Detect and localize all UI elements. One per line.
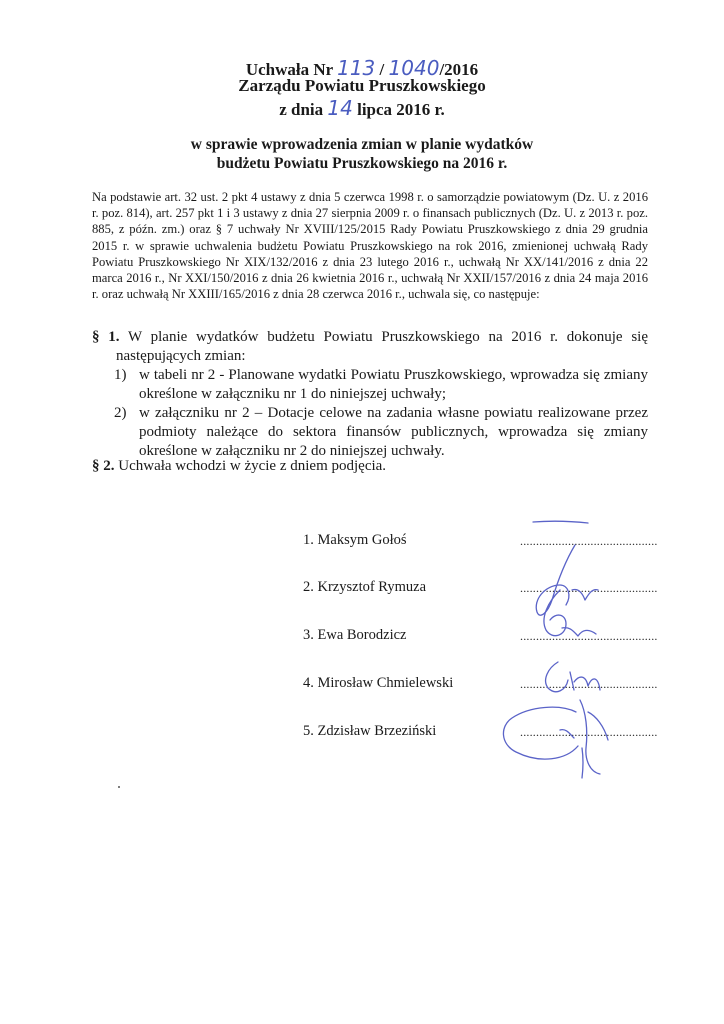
signature-line: ........................................... [520, 725, 658, 739]
section-1-mark: § 1. [92, 329, 120, 345]
signature-line: ........................................... [520, 629, 658, 643]
signature-line: ........................................... [520, 677, 658, 691]
signature-5-tail [582, 748, 583, 778]
handwritten-number-2: 1040 [388, 56, 440, 80]
date-prefix: z dnia [279, 100, 324, 119]
list-item-text: w załączniku nr 2 – Dotacje celowe na zadania własne powiatu realizowane przez podmioty należące do sektora finansów publicznych, wprowadza się zmiany określone w załączniku nr 2 do niniejszej uchwały. [139, 405, 648, 459]
scan-speck [118, 786, 120, 788]
signatory-name: 1. Maksym Gołoś [303, 532, 407, 548]
signature-2-stroke [536, 545, 598, 615]
legal-basis-paragraph: Na podstawie art. 32 ust. 2 pkt 4 ustawy z dnia 5 czerwca 1998 r. o samorządzie powiatowym (Dz. U. z 2016 r. poz. 814), art. 257 pkt 1 i 3 ustawy z dnia 27 sierpnia 2009 r. o finansach publicznych (Dz. U. z 2013 r. poz. 885, z późn. zm.) oraz § 7 uchwały Nr XVIII/125/2015 Rady Powiatu Pruszkowskiego z dnia 29 grudnia 2015 r. w sprawie uchwalenia budżetu Powiatu Pruszkowskiego na rok 2016, zmienionej uchwałą Rady Powiatu Pruszkowskiego Nr XIX/132/2016 z dnia 23 lutego 2016 r., uchwałą Nr XX/141/2016 z dnia 22 marca 2016 r., Nr XXI/150/2016 z dnia 26 kwietnia 2016 r., uchwałą Nr XXII/157/2016 z dnia 24 maja 2016 r. oraz uchwałą Nr XXIII/165/2016 z dnia 28 czerwca 2016 r., uchwala się, co następuje: [92, 190, 648, 302]
handwritten-number-1: 113 [337, 56, 376, 80]
section-1-text: W planie wydatków budżetu Powiatu Pruszkowskiego na 2016 r. dokonuje się następujących zmian: [116, 329, 649, 364]
signatory-name: 4. Mirosław Chmielewski [303, 675, 454, 691]
list-item-text: w tabeli nr 2 - Planowane wydatki Powiatu Pruszkowskiego, wprowadza się zmiany określone w załączniku nr 1 do niniejszej uchwały; [139, 367, 648, 402]
resolution-year: /2016 [439, 60, 479, 79]
signatory-name: 2. Krzysztof Rymuza [303, 579, 427, 595]
signature-3-stroke [544, 590, 596, 636]
number-separator: / [379, 60, 385, 79]
subject-line-2: budżetu Powiatu Pruszkowskiego na 2016 r. [216, 155, 508, 172]
issuing-body: Zarządu Powiatu Pruszkowskiego [238, 76, 486, 95]
signature-4-stroke [546, 662, 600, 692]
resolution-prefix: Uchwała Nr [245, 60, 333, 79]
handwritten-day: 14 [327, 96, 353, 120]
signature-line: ........................................... [520, 581, 658, 595]
signatory-name: 5. Zdzisław Brzeziński [303, 723, 437, 739]
list-item-number: 2) [114, 405, 127, 421]
section-2-mark: § 2. [92, 458, 115, 474]
date-suffix: lipca 2016 r. [357, 100, 445, 119]
list-item-number: 1) [114, 367, 127, 383]
subject-line-1: w sprawie wprowadzenia zmian w planie wydatków [190, 136, 534, 153]
signature-5-stroke [503, 700, 608, 774]
signatory-name: 3. Ewa Borodzicz [303, 627, 407, 643]
signature-line: ........................................... [520, 534, 658, 548]
signature-1-stroke [533, 521, 588, 523]
section-2-text: Uchwała wchodzi w życie z dniem podjęcia. [118, 458, 387, 474]
